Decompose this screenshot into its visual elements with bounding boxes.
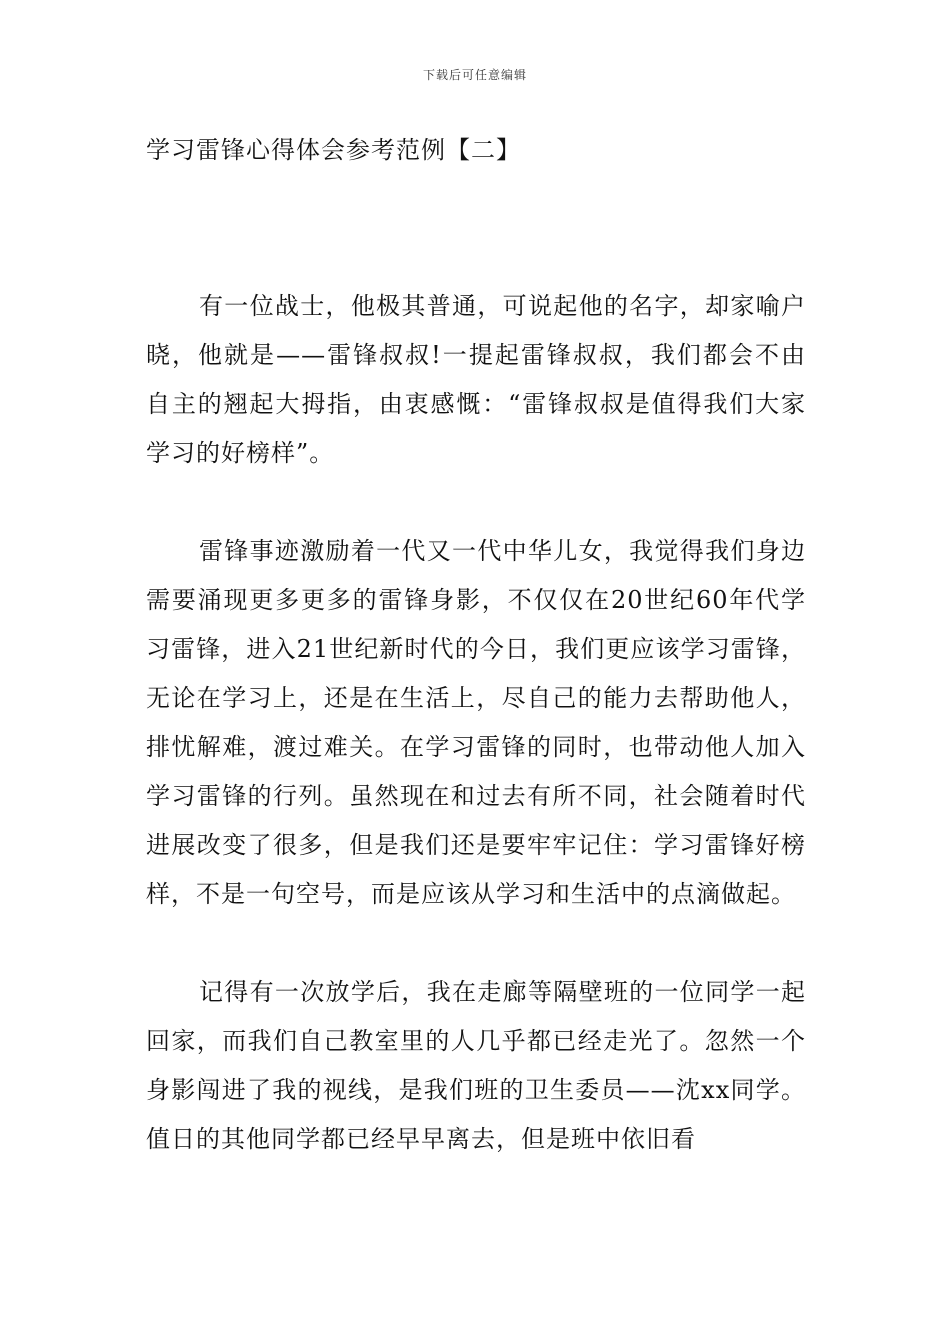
paragraph-1: 有一位战士，他极其普通，可说起他的名字，却家喻户晓，他就是——雷锋叔叔!一提起雷锋叔叔，我们都会不由自主的翘起大拇指，由衷感慨：“雷锋叔叔是值得我们大家学习的好榜样”。 (146, 292, 806, 467)
paragraph-2: 雷锋事迹激励着一代又一代中华儿女，我觉得我们身边需要涌现更多更多的雷锋身影，不仅仅在20世纪60年代学习雷锋，进入21世纪新时代的今日，我们更应该学习雷锋，无论在学习上，还是在生活上，尽自己的能力去帮助他人，排忧解难，渡过难关。在学习雷锋的同时，也带动他人加入学习雷锋的行列。虽然现在和过去有所不同，社会随着时代进展改变了很多，但是我们还是要牢牢记住：学习雷锋好榜样，不是一句空号，而是应该从学习和生活中的点滴做起。 (146, 537, 806, 908)
paragraph-3: 记得有一次放学后，我在走廊等隔壁班的一位同学一起回家，而我们自己教室里的人几乎都已经走光了。忽然一个身影闯进了我的视线，是我们班的卫生委员——沈xx同学。值日的其他同学都已经早早离去，但是班中依旧看 (146, 978, 806, 1153)
header-note: 下载后可任意编辑 (422, 68, 527, 82)
document-title: 学习雷锋心得体会参考范例【二】 (146, 136, 521, 164)
document-body (146, 282, 806, 1213)
